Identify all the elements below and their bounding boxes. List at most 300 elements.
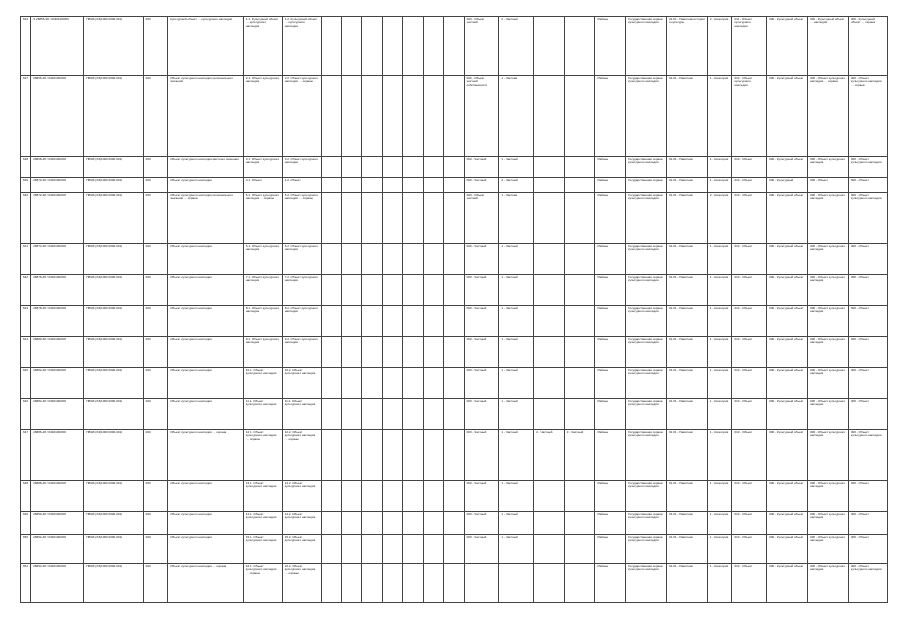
table-cell[interactable] xyxy=(321,76,341,157)
table-cell[interactable]: Объект культурного наследия xyxy=(168,368,244,399)
table-cell[interactable]: 644 xyxy=(21,337,31,368)
table-cell[interactable]: 26892-48 / 03401000/00 xyxy=(31,535,84,564)
table-cell[interactable]: 638 xyxy=(21,157,31,178)
table-cell[interactable]: 641 xyxy=(21,244,31,275)
table-cell[interactable]: 1 - Категория xyxy=(707,399,732,430)
table-cell[interactable]: 000 - Культурный объект xyxy=(767,193,808,244)
table-cell[interactable]: Объект культурного наследия xyxy=(168,535,244,564)
table-cell[interactable]: 11.1. Объект культурного наследия xyxy=(243,399,282,430)
table-cell[interactable]: 000 - Культурный xyxy=(767,178,808,193)
table-cell[interactable]: 000 - Частный xyxy=(464,512,499,535)
table-cell[interactable]: 1 - Частный xyxy=(499,399,534,430)
table-cell[interactable] xyxy=(362,564,382,603)
table-cell[interactable] xyxy=(321,481,341,512)
table-cell[interactable]: 1.1. Культурный объект … культурного наследия xyxy=(243,17,282,76)
table-cell[interactable]: Государственная охрана культурного наследия xyxy=(626,76,667,157)
table-cell[interactable] xyxy=(564,275,595,306)
table-cell[interactable]: 000 - Культурный объект xyxy=(767,157,808,178)
table-cell[interactable]: 8.1. Объект культурного наследия xyxy=(243,306,282,337)
table-cell[interactable]: Районы xyxy=(595,399,626,430)
table-cell[interactable]: Объект культурного наследия местного значения xyxy=(168,157,244,178)
table-cell[interactable]: К00 xyxy=(143,244,168,275)
table-cell[interactable]: 12.2. Объект культурного наследия … охраны xyxy=(282,430,321,481)
table-cell[interactable]: Районы xyxy=(595,337,626,368)
table-cell[interactable] xyxy=(362,275,382,306)
table-cell[interactable]: Государственная охрана культурного наследия xyxy=(626,512,667,535)
table-cell[interactable]: К00 xyxy=(143,337,168,368)
table-cell[interactable]: 26886-48 / 03401000/00 xyxy=(31,430,84,481)
table-cell[interactable] xyxy=(403,368,423,399)
table-cell[interactable] xyxy=(321,157,341,178)
table-cell[interactable]: Объект культурного наследия xyxy=(168,178,244,193)
table-cell[interactable]: ПВЭЗ (ХЗ(1000 0000-001) xyxy=(84,337,143,368)
table-cell[interactable] xyxy=(382,337,402,368)
table-cell[interactable]: 13.2. Объект культурного наследия xyxy=(282,481,321,512)
table-cell[interactable]: 000 - Объект культурного наследия xyxy=(808,157,849,178)
table-cell[interactable] xyxy=(341,157,361,178)
table-cell[interactable]: 000 - Объект культурного наследия xyxy=(808,275,849,306)
table-cell[interactable]: Районы xyxy=(595,275,626,306)
table-cell[interactable] xyxy=(444,157,464,178)
table-cell[interactable] xyxy=(362,399,382,430)
table-cell[interactable]: Объект культурного наследия … охрана xyxy=(168,430,244,481)
table-cell[interactable] xyxy=(403,564,423,603)
table-cell[interactable] xyxy=(341,564,361,603)
table-cell[interactable]: 2 - Категория xyxy=(707,17,732,76)
table-cell[interactable] xyxy=(534,535,565,564)
table-cell[interactable]: 26866-48 / 03401000/00 xyxy=(31,76,84,157)
table-cell[interactable]: Объект культурного наследия xyxy=(168,244,244,275)
table-cell[interactable] xyxy=(464,564,499,603)
table-cell[interactable]: 000 - Объект xyxy=(848,368,887,399)
table-cell[interactable] xyxy=(423,535,443,564)
table-cell[interactable]: 000 - Частный xyxy=(464,337,499,368)
table-cell[interactable]: 1 - Категория xyxy=(707,157,732,178)
table-cell[interactable] xyxy=(341,535,361,564)
table-cell[interactable]: 000 - Частный xyxy=(464,430,499,481)
table-cell[interactable]: 1 - Категория xyxy=(707,244,732,275)
table-cell[interactable]: 1 - Категория xyxy=(707,76,732,157)
table-cell[interactable] xyxy=(423,193,443,244)
table-cell[interactable]: К00 xyxy=(143,399,168,430)
table-cell[interactable] xyxy=(423,17,443,76)
table-cell[interactable]: 26876-48 / 03401000/00 xyxy=(31,275,84,306)
table-cell[interactable]: 1 - Категория xyxy=(707,512,732,535)
table-cell[interactable] xyxy=(534,368,565,399)
table-cell[interactable] xyxy=(444,481,464,512)
table-cell[interactable]: 3.2. Объект культурного наследия xyxy=(282,157,321,178)
table-cell[interactable] xyxy=(444,17,464,76)
table-cell[interactable] xyxy=(321,430,341,481)
table-cell[interactable]: 3.1. Объект культурного наследия xyxy=(243,157,282,178)
table-cell[interactable]: Районы xyxy=(595,368,626,399)
table-cell[interactable]: 2 - Категория xyxy=(707,193,732,244)
table-cell[interactable]: 26888-48 / 03401000/00 xyxy=(31,481,84,512)
table-cell[interactable] xyxy=(341,306,361,337)
table-cell[interactable]: Государственная охрана культурного наследия xyxy=(626,193,667,244)
table-cell[interactable] xyxy=(534,244,565,275)
table-cell[interactable] xyxy=(403,535,423,564)
table-cell[interactable] xyxy=(444,368,464,399)
table-cell[interactable] xyxy=(423,430,443,481)
table-cell[interactable]: 01.01 - Памятник xyxy=(667,430,708,481)
table-cell[interactable]: ПВЭЗ (ХЗ(1000 0000-001) xyxy=(84,430,143,481)
table-cell[interactable]: ПВЭЗ (ХЗ(1000 0000-001) xyxy=(84,244,143,275)
table-cell[interactable] xyxy=(362,178,382,193)
table-cell[interactable]: К00 xyxy=(143,368,168,399)
table-cell[interactable]: ПВЭЗ (ХЗ(1000 0000-001) xyxy=(84,157,143,178)
table-cell[interactable]: 26868-48 / 03401000/00 xyxy=(31,157,84,178)
table-cell[interactable] xyxy=(403,157,423,178)
table-cell[interactable]: 642 xyxy=(21,275,31,306)
table-cell[interactable]: 1 - Категория xyxy=(707,430,732,481)
table-cell[interactable]: Районы xyxy=(595,17,626,76)
table-cell[interactable]: 000 - Культурный объект xyxy=(767,430,808,481)
table-cell[interactable]: 000 - Культурный объект xyxy=(767,481,808,512)
table-cell[interactable] xyxy=(362,337,382,368)
table-cell[interactable]: 7.2. Объект культурного наследия xyxy=(282,275,321,306)
table-cell[interactable]: К00 xyxy=(143,535,168,564)
table-cell[interactable]: Государственная охрана культурного наследия xyxy=(626,275,667,306)
table-cell[interactable]: ПВЭЗ (ХЗ(1000 0000-001) xyxy=(84,399,143,430)
table-cell[interactable]: 1 - Категория xyxy=(707,275,732,306)
table-cell[interactable]: ПВЭЗ (ХЗ(1000 0000-001) xyxy=(84,481,143,512)
table-cell[interactable]: 1 - Частный xyxy=(499,430,534,481)
table-cell[interactable] xyxy=(321,564,341,603)
table-cell[interactable]: 1 - Категория xyxy=(707,535,732,564)
table-cell[interactable]: 1 - Частный xyxy=(499,337,534,368)
table-cell[interactable]: Государственная охрана культурного наследия xyxy=(626,535,667,564)
table-cell[interactable] xyxy=(564,157,595,178)
table-cell[interactable]: 010 - Объект xyxy=(732,275,767,306)
table-cell[interactable] xyxy=(341,275,361,306)
table-cell[interactable]: 000 - Объект культурного наследия xyxy=(808,193,849,244)
table-cell[interactable]: К00 xyxy=(143,17,168,76)
table-cell[interactable]: ПВЭЗ (ХЗ(1000 0000-001) xyxy=(84,368,143,399)
table-cell[interactable]: Районы xyxy=(595,306,626,337)
table-cell[interactable]: 26870-48 / 03401000/00 xyxy=(31,178,84,193)
table-cell[interactable]: 2 - Частный xyxy=(499,17,534,76)
table-cell[interactable]: Районы xyxy=(595,244,626,275)
table-cell[interactable]: 000 - Объект культурного наследия xyxy=(848,157,887,178)
table-cell[interactable]: ПВЭЗ (ХЗ(1000 0000-001) xyxy=(84,17,143,76)
table-cell[interactable] xyxy=(403,178,423,193)
table-cell[interactable]: 01.01 - Памятник xyxy=(667,481,708,512)
table-cell[interactable] xyxy=(403,17,423,76)
table-cell[interactable] xyxy=(321,17,341,76)
table-cell[interactable] xyxy=(403,481,423,512)
table-cell[interactable] xyxy=(444,244,464,275)
table-cell[interactable] xyxy=(382,564,402,603)
table-cell[interactable] xyxy=(564,306,595,337)
table-cell[interactable]: 4.1. Объект xyxy=(243,178,282,193)
table-cell[interactable]: 000 - Объект xyxy=(848,512,887,535)
table-cell[interactable]: 649 xyxy=(21,512,31,535)
table-cell[interactable]: Объект культурного наследия xyxy=(168,399,244,430)
table-cell[interactable]: 000 - Объект культурного наследия xyxy=(848,193,887,244)
table-cell[interactable]: 26882-48 / 03401000/00 xyxy=(31,368,84,399)
table-cell[interactable] xyxy=(341,244,361,275)
table-cell[interactable]: Объект культурного наследия xyxy=(168,275,244,306)
table-cell[interactable] xyxy=(382,244,402,275)
table-cell[interactable]: 000 - Объект xyxy=(848,178,887,193)
table-cell[interactable] xyxy=(534,275,565,306)
table-cell[interactable]: 26894-48 / 03401000/00 xyxy=(31,564,84,603)
table-cell[interactable] xyxy=(382,76,402,157)
table-cell[interactable] xyxy=(444,564,464,603)
table-cell[interactable]: 1.2. Культурный объект … культурного наследия xyxy=(282,17,321,76)
table-cell[interactable]: 011 - Объект культурного наследия xyxy=(732,17,767,76)
table-cell[interactable]: 000 - Частный xyxy=(464,481,499,512)
table-cell[interactable] xyxy=(382,368,402,399)
table-cell[interactable] xyxy=(321,399,341,430)
table-cell[interactable] xyxy=(423,368,443,399)
table-cell[interactable]: Государственная охрана культурного наследия xyxy=(626,157,667,178)
table-cell[interactable]: 01.01 - Памятник xyxy=(667,368,708,399)
table-cell[interactable]: Районы xyxy=(595,76,626,157)
table-cell[interactable] xyxy=(321,337,341,368)
table-cell[interactable]: 000 - Культурный объект xyxy=(767,17,808,76)
table-cell[interactable] xyxy=(382,275,402,306)
table-cell[interactable] xyxy=(321,306,341,337)
table-cell[interactable]: 7.1. Объект культурного наследия xyxy=(243,275,282,306)
table-cell[interactable]: 2.2. Объект культурного наследия … охраны xyxy=(282,76,321,157)
table-cell[interactable]: 000 - Объект культурного наследия xyxy=(808,399,849,430)
table-cell[interactable]: 01.01 - Памятник xyxy=(667,178,708,193)
table-cell[interactable] xyxy=(423,306,443,337)
table-cell[interactable] xyxy=(362,535,382,564)
table-cell[interactable]: 646 xyxy=(21,399,31,430)
table-cell[interactable]: 1 - Частный xyxy=(499,368,534,399)
table-cell[interactable]: 000 - Объект культурного наследия … охрана xyxy=(848,76,887,157)
table-cell[interactable]: ПВЭЗ (ХЗ(1000 0000-001) xyxy=(84,512,143,535)
table-cell[interactable]: 000 - Объект культурного наследия xyxy=(808,337,849,368)
table-cell[interactable] xyxy=(382,512,402,535)
table-cell[interactable]: 01.01 - Памятник xyxy=(667,535,708,564)
table-cell[interactable]: 000 - Частный xyxy=(464,535,499,564)
table-cell[interactable]: 000 - Объект культурного наследия … охрана xyxy=(808,76,849,157)
table-cell[interactable]: 01.01 - Памятник xyxy=(667,306,708,337)
table-cell[interactable]: 000 - Объект частной xyxy=(464,193,499,244)
table-cell[interactable] xyxy=(534,512,565,535)
table-cell[interactable]: Государственная охрана культурного наследия xyxy=(626,399,667,430)
table-cell[interactable]: 1 - Категория xyxy=(707,481,732,512)
table-cell[interactable]: 000 - Объект культурного наследия xyxy=(848,564,887,603)
table-cell[interactable]: 651 xyxy=(21,564,31,603)
table-cell[interactable] xyxy=(423,512,443,535)
table-cell[interactable]: 10.1. Объект культурного наследия xyxy=(243,368,282,399)
table-cell[interactable] xyxy=(382,430,402,481)
table-cell[interactable]: 000 - Частный xyxy=(464,157,499,178)
table-cell[interactable]: 000 - Объект xyxy=(848,399,887,430)
table-cell[interactable]: 1 - Частная xyxy=(499,193,534,244)
table-cell[interactable] xyxy=(403,306,423,337)
table-cell[interactable] xyxy=(564,368,595,399)
table-cell[interactable] xyxy=(534,564,565,603)
table-cell[interactable] xyxy=(564,481,595,512)
table-cell[interactable] xyxy=(534,178,565,193)
table-cell[interactable]: 1 - Категория xyxy=(707,337,732,368)
table-cell[interactable] xyxy=(564,535,595,564)
table-cell[interactable] xyxy=(382,306,402,337)
table-cell[interactable]: 26872-48 / 03401000/00 xyxy=(31,193,84,244)
table-cell[interactable] xyxy=(362,157,382,178)
table-cell[interactable]: 000 - Частный xyxy=(464,244,499,275)
table-cell[interactable]: 000 - Объект культурного наследия xyxy=(808,535,849,564)
table-cell[interactable]: Государственная охрана культурного наследия xyxy=(626,564,667,603)
table-cell[interactable] xyxy=(564,244,595,275)
table-cell[interactable] xyxy=(444,512,464,535)
table-cell[interactable]: Объект культурного наследия xyxy=(168,512,244,535)
table-cell[interactable]: 000 - Объект xyxy=(808,178,849,193)
table-cell[interactable]: 000 - Частный xyxy=(464,368,499,399)
table-cell[interactable] xyxy=(403,193,423,244)
table-cell[interactable]: Районы xyxy=(595,157,626,178)
table-cell[interactable]: Районы xyxy=(595,481,626,512)
table-cell[interactable]: 1 - Частный xyxy=(499,244,534,275)
table-cell[interactable]: 010 - Объект xyxy=(732,430,767,481)
table-cell[interactable]: Районы xyxy=(595,178,626,193)
table-cell[interactable]: 01.01 - Памятник xyxy=(667,399,708,430)
table-cell[interactable]: 000 - Культурный объект xyxy=(767,564,808,603)
table-cell[interactable] xyxy=(341,399,361,430)
table-cell[interactable]: 000 - Культурный объект xyxy=(767,368,808,399)
table-cell[interactable] xyxy=(423,481,443,512)
table-cell[interactable]: 000 - Объект культурного наследия xyxy=(808,306,849,337)
table-cell[interactable]: Государственная охрана культурного наследия xyxy=(626,17,667,76)
table-cell[interactable] xyxy=(382,481,402,512)
table-cell[interactable]: ПВЭЗ (ХЗ(1000 0000-001) xyxy=(84,76,143,157)
table-cell[interactable]: Государственная охрана культурного наследия xyxy=(626,481,667,512)
table-cell[interactable]: 000 - Объект xyxy=(848,337,887,368)
table-cell[interactable]: 10.2. Объект культурного наследия xyxy=(282,368,321,399)
table-cell[interactable]: 01.01 - Памятник xyxy=(667,244,708,275)
table-cell[interactable]: 643 xyxy=(21,306,31,337)
table-cell[interactable]: 1 - Частная xyxy=(499,76,534,157)
table-cell[interactable] xyxy=(499,564,534,603)
table-cell[interactable]: 000 - Культурный объект xyxy=(767,535,808,564)
table-cell[interactable] xyxy=(534,157,565,178)
table-cell[interactable] xyxy=(444,178,464,193)
table-cell[interactable]: 2.1. Объект культурного наследия xyxy=(243,76,282,157)
table-cell[interactable]: К00 xyxy=(143,430,168,481)
table-cell[interactable] xyxy=(382,193,402,244)
table-cell[interactable]: 010 - Объект xyxy=(732,157,767,178)
table-cell[interactable]: 13.1. Объект культурного наследия xyxy=(243,481,282,512)
table-cell[interactable]: 010 - Объект xyxy=(732,512,767,535)
table-cell[interactable]: 010 - Объект xyxy=(732,368,767,399)
table-cell[interactable]: 000 - Культурный объект xyxy=(767,275,808,306)
table-cell[interactable]: 2 - Частный xyxy=(534,430,565,481)
table-cell[interactable] xyxy=(341,193,361,244)
table-cell[interactable]: 9.1. Объект культурного наследия xyxy=(243,337,282,368)
table-cell[interactable] xyxy=(423,399,443,430)
table-cell[interactable]: Государственная охрана культурного наследия xyxy=(626,430,667,481)
table-cell[interactable] xyxy=(382,399,402,430)
table-cell[interactable] xyxy=(423,337,443,368)
table-cell[interactable]: 6.1. Объект культурного наследия xyxy=(243,244,282,275)
table-cell[interactable]: 01.01 - Памятник xyxy=(667,76,708,157)
table-cell[interactable]: 1 - Частный xyxy=(499,275,534,306)
table-cell[interactable] xyxy=(321,193,341,244)
table-cell[interactable] xyxy=(341,76,361,157)
table-cell[interactable]: Государственная охрана культурного наследия xyxy=(626,337,667,368)
table-cell[interactable] xyxy=(564,512,595,535)
table-cell[interactable]: Районы xyxy=(595,512,626,535)
table-cell[interactable]: 26880-48 / 03401000/00 xyxy=(31,337,84,368)
table-cell[interactable]: 1 - Частный xyxy=(499,535,534,564)
table-cell[interactable] xyxy=(403,275,423,306)
table-cell[interactable]: К00 xyxy=(143,512,168,535)
table-cell[interactable] xyxy=(362,306,382,337)
table-cell[interactable] xyxy=(423,275,443,306)
table-cell[interactable] xyxy=(444,275,464,306)
table-cell[interactable]: Объект культурного наследия регионального значения … охрана xyxy=(168,193,244,244)
table-cell[interactable]: 000 - Объект культурного наследия xyxy=(808,512,849,535)
table-cell[interactable]: 01.01 - Памятник xyxy=(667,564,708,603)
table-cell[interactable] xyxy=(403,76,423,157)
table-cell[interactable]: Государственная охрана xyxy=(626,178,667,193)
table-cell[interactable] xyxy=(444,193,464,244)
table-cell[interactable]: К00 xyxy=(143,193,168,244)
table-cell[interactable] xyxy=(403,337,423,368)
table-cell[interactable]: 01.01 - Памятник xyxy=(667,193,708,244)
table-cell[interactable] xyxy=(403,430,423,481)
table-cell[interactable]: 16.2. Объект культурного наследия … охраны xyxy=(282,564,321,603)
table-cell[interactable]: Районы xyxy=(595,535,626,564)
table-cell[interactable]: 000 - Объект xyxy=(848,306,887,337)
table-cell[interactable] xyxy=(321,368,341,399)
table-cell[interactable]: 010 - Объект xyxy=(732,535,767,564)
table-cell[interactable] xyxy=(382,178,402,193)
table-cell[interactable]: 1 - Категория xyxy=(707,178,732,193)
table-cell[interactable]: К00 xyxy=(143,275,168,306)
table-cell[interactable]: 000 - Культурный объект xyxy=(767,337,808,368)
table-cell[interactable]: 1 - Частный xyxy=(499,512,534,535)
table-cell[interactable]: 010 - Объект xyxy=(732,399,767,430)
table-cell[interactable]: 11.2. Объект культурного наследия xyxy=(282,399,321,430)
table-cell[interactable] xyxy=(534,76,565,157)
table-cell[interactable] xyxy=(382,535,402,564)
table-cell[interactable] xyxy=(423,178,443,193)
table-cell[interactable]: 000 - Объект xyxy=(848,535,887,564)
table-cell[interactable] xyxy=(564,193,595,244)
table-cell[interactable]: ПВЭЗ (ХЗ(1000 0000-001) xyxy=(84,535,143,564)
table-cell[interactable]: Районы xyxy=(595,193,626,244)
table-cell[interactable] xyxy=(362,193,382,244)
table-cell[interactable] xyxy=(362,244,382,275)
table-cell[interactable] xyxy=(534,306,565,337)
table-cell[interactable] xyxy=(382,17,402,76)
table-cell[interactable]: 3 - Частный xyxy=(564,430,595,481)
table-cell[interactable] xyxy=(321,512,341,535)
table-cell[interactable]: 010 - Объект xyxy=(732,178,767,193)
table-cell[interactable]: К00 xyxy=(143,564,168,603)
table-cell[interactable] xyxy=(403,244,423,275)
table-cell[interactable]: 637 xyxy=(21,76,31,157)
table-cell[interactable]: 5.1. Объект культурного наследия … охраны xyxy=(243,193,282,244)
table-cell[interactable]: 1 - Категория xyxy=(707,368,732,399)
table-cell[interactable] xyxy=(362,481,382,512)
table-cell[interactable] xyxy=(564,337,595,368)
table-cell[interactable]: 1 - Частный xyxy=(499,157,534,178)
table-cell[interactable] xyxy=(444,337,464,368)
table-cell[interactable]: 1 - Частный xyxy=(499,481,534,512)
table-cell[interactable] xyxy=(341,337,361,368)
table-cell[interactable] xyxy=(423,76,443,157)
table-cell[interactable]: 640 xyxy=(21,193,31,244)
table-cell[interactable] xyxy=(564,399,595,430)
